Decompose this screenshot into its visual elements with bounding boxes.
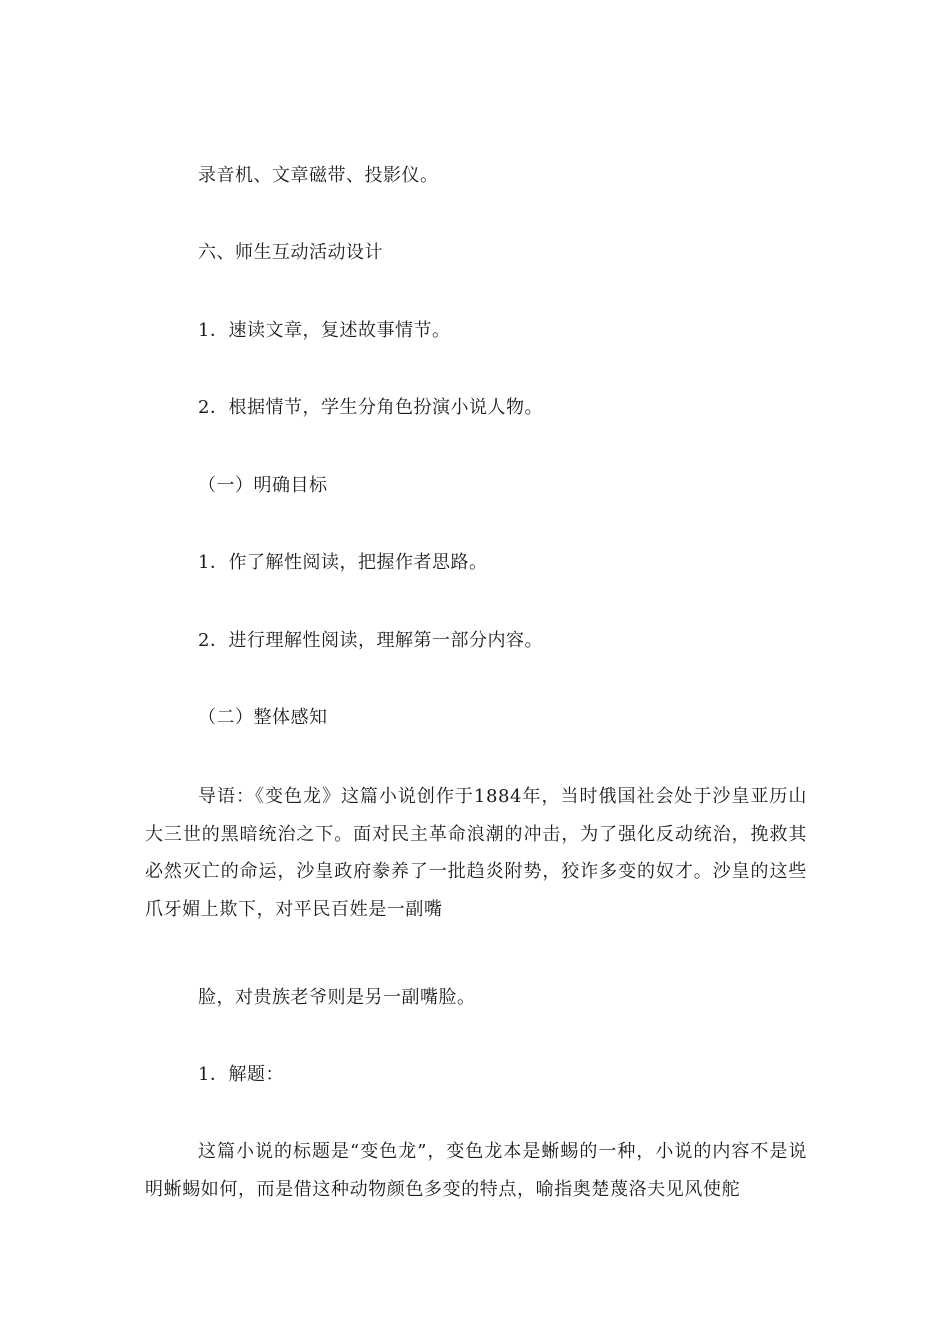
activity-item-2: 2．根据情节，学生分角色扮演小说人物。 [198, 397, 543, 418]
intro-continuation: 脸，对贵族老爷则是另一副嘴脸。 [198, 987, 476, 1008]
title-paragraph: 这篇小说的标题是“变色龙”，变色龙本是蜥蜴的一种，小说的内容不是说明蜥蜴如何，而是借这种动物颜色多变的特点，喻指奥楚蔑洛夫见风使舵 [145, 1141, 807, 1200]
subheading-goals: （一）明确目标 [198, 475, 328, 496]
equipment-line: 录音机、文章磁带、投影仪。 [198, 165, 439, 186]
subheading-title-explanation: 1．解题： [198, 1064, 284, 1085]
activity-item-1: 1．速读文章，复述故事情节。 [198, 320, 451, 341]
subheading-overview: （二）整体感知 [198, 707, 328, 728]
goal-item-1: 1．作了解性阅读，把握作者思路。 [198, 552, 488, 573]
section-heading-six: 六、师生互动活动设计 [198, 242, 383, 263]
goal-item-2: 2．进行理解性阅读，理解第一部分内容。 [198, 630, 543, 651]
intro-paragraph: 导语：《变色龙》这篇小说创作于1884年，当时俄国社会处于沙皇亚历山大三世的黑暗统治之下。面对民主革命浪潮的冲击，为了强化反动统治，挽救其必然灭亡的命运，沙皇政府豢养了一批趋炎附势，狡诈多变的奴才。沙皇的这些爪牙媚上欺下，对平民百姓是一副嘴 [145, 786, 807, 920]
